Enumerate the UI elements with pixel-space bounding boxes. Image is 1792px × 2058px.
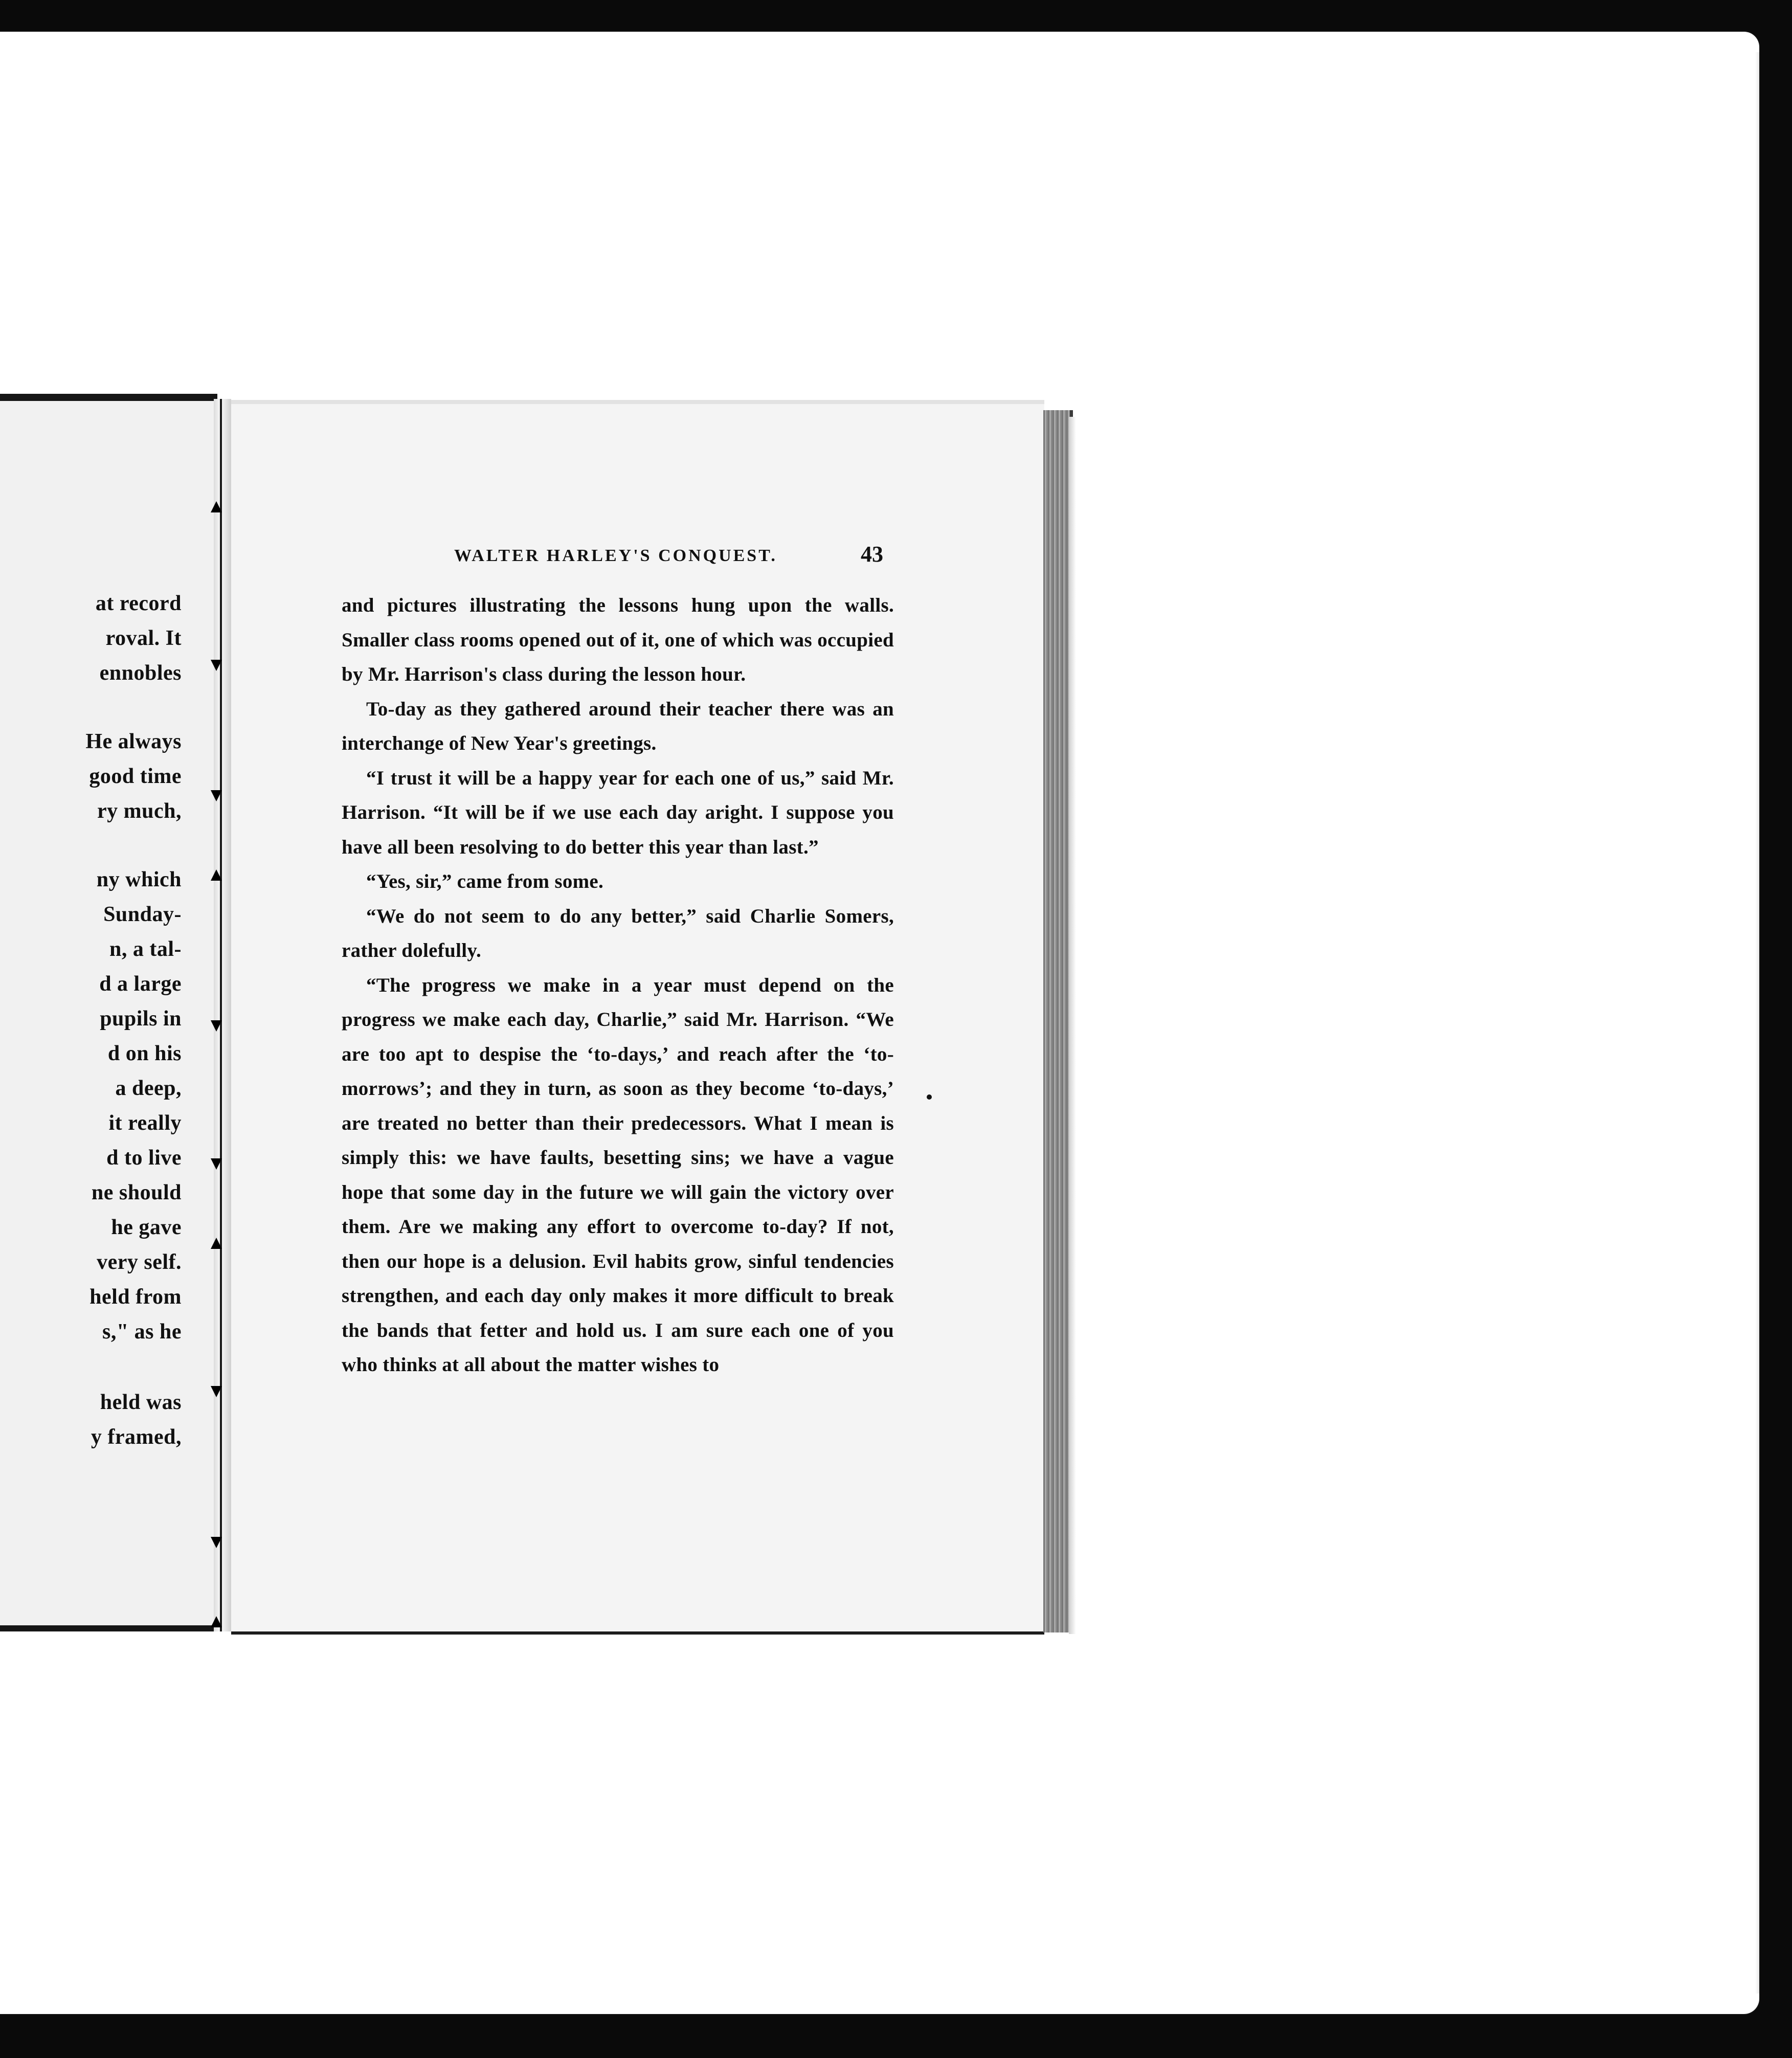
page-number: 43 xyxy=(861,542,883,567)
left-line: He always xyxy=(85,730,182,753)
left-line: ennobles xyxy=(99,661,182,685)
left-line: good time xyxy=(89,765,182,788)
paragraph: “Yes, sir,” came from some. xyxy=(366,870,604,892)
scan-speck xyxy=(927,1094,932,1100)
running-head: WALTER HARLEY'S CONQUEST. xyxy=(454,546,777,565)
left-page xyxy=(0,394,217,1631)
left-line: at record xyxy=(95,592,182,615)
left-line: y framed, xyxy=(91,1425,182,1449)
left-line: s," as he xyxy=(102,1320,182,1344)
left-line: ny which xyxy=(96,868,182,891)
page-body xyxy=(342,588,894,1382)
left-line: very self. xyxy=(97,1250,182,1274)
left-line: he gave xyxy=(111,1216,182,1239)
left-line: Sunday- xyxy=(103,903,182,926)
left-line: held was xyxy=(100,1391,182,1414)
paragraph: “The progress we make in a year must depend on the progress we make each day, Charlie,” said Mr. Harrison. “We are too apt to despise the ‘to-days,’ and reach after the ‘to-morrows’; and they in turn, as soon as they become ‘to-days,’ are treated no better than their predecessors. What I mean is simply this: we have faults, besetting sins; we have a vague hope that some day in the future we will gain the victory over them. Are we making any effort to overcome to-day? If not, then our hope is a delusion. Evil habits grow, sinful tendencies strengthen, and each day only makes it more difficult to break the bands that fetter and hold us. I am sure each one of you who thinks at all about the matter wishes to xyxy=(342,974,894,1376)
left-line: d a large xyxy=(99,972,182,996)
left-line: ry much, xyxy=(97,799,182,823)
left-line: held from xyxy=(89,1285,182,1309)
left-line: d on his xyxy=(107,1042,182,1065)
paragraph: “I trust it will be a happy year for each one of us,” said Mr. Harrison. “It will be if we use each day aright. I suppose you have all been resolving to do better this year than last.” xyxy=(342,767,894,858)
left-line: n, a tal- xyxy=(109,937,182,961)
binding-line xyxy=(220,399,222,1631)
left-line: roval. It xyxy=(105,627,182,650)
paragraph: “We do not seem to do any better,” said Charlie Somers, rather dolefully. xyxy=(342,905,894,961)
left-line: it really xyxy=(108,1111,182,1135)
left-line: d to live xyxy=(106,1146,182,1170)
paragraph: To-day as they gathered around their teacher there was an interchange of New Year's greetings. xyxy=(342,698,894,754)
paragraph: and pictures illustrating the lessons hung upon the walls. Smaller class rooms opened out of it, one of which was occupied by Mr. Harrison's class during the lesson hour. xyxy=(342,594,894,685)
left-line: ne should xyxy=(91,1181,182,1204)
left-line: pupils in xyxy=(100,1007,182,1031)
book-gutter xyxy=(214,399,231,1631)
page-shadow xyxy=(1069,417,1076,1634)
left-line: a deep, xyxy=(115,1077,182,1100)
